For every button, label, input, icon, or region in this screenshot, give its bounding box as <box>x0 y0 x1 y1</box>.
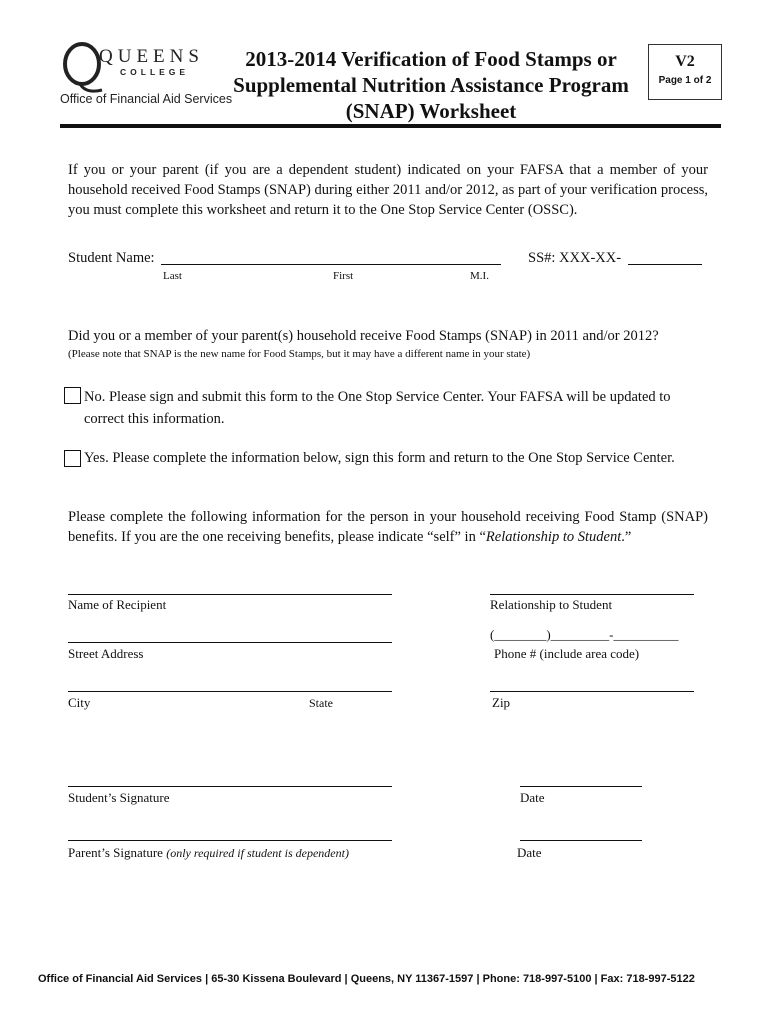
student-name-field[interactable] <box>161 264 501 265</box>
instructions-end: .” <box>621 529 632 545</box>
student-date-label: Date <box>520 790 545 805</box>
footer-city: Queens, NY 11367-1597 <box>350 973 474 985</box>
queens-college-logo-q <box>60 40 104 98</box>
footer-separator: | <box>594 973 598 985</box>
ssn-field[interactable] <box>628 264 702 265</box>
snap-question-note: (Please note that SNAP is the new name for Food Stamps, but it may have a different name in your state) <box>68 348 531 360</box>
street-address-field[interactable] <box>68 642 392 643</box>
header-divider <box>60 124 721 128</box>
instructions-paragraph <box>68 507 708 547</box>
student-signature-label: Student’s Signature <box>68 790 170 805</box>
city-state-field[interactable] <box>68 691 392 692</box>
parent-date-label: Date <box>517 845 542 860</box>
footer-address: 65-30 Kissena Boulevard <box>211 973 342 985</box>
student-signature-field[interactable] <box>68 786 392 787</box>
phone-label: Phone # (include area code) <box>494 646 640 661</box>
first-name-caption: First <box>333 270 354 282</box>
logo-wordmark-college: COLLEGE <box>120 67 190 77</box>
student-name-label: Student Name: <box>68 250 155 266</box>
intro-paragraph: If you or your parent (if you are a dependent student) indicated on your FAFSA that a member of your household received Food Stamps (SNAP) during either 2011 and/or 2012, as part of your verification process, you must complete this worksheet and return it to the One Stop Service Center (OSSC). <box>68 162 708 218</box>
no-checkbox[interactable] <box>64 387 81 404</box>
version-label: V2 <box>675 53 695 70</box>
footer-phone: Phone: 718-997-5100 <box>482 973 592 985</box>
title-line-2: Supplemental Nutrition Assistance Program <box>233 73 629 97</box>
yes-option-label: Yes. Please complete the information below, sign this form and return to the One Stop Service Center. <box>84 450 675 466</box>
footer <box>38 973 728 985</box>
relationship-field[interactable] <box>490 594 694 595</box>
last-name-caption: Last <box>163 270 182 282</box>
version-box <box>648 44 722 100</box>
footer-separator: | <box>205 973 209 985</box>
city-label: City <box>68 695 91 710</box>
zip-label: Zip <box>492 695 511 710</box>
recipient-name-field[interactable] <box>68 594 392 595</box>
street-address-label: Street Address <box>68 646 144 661</box>
parent-signature-text: Parent’s Signature <box>68 845 163 860</box>
relationship-label: Relationship to Student <box>490 597 613 612</box>
footer-office: Office of Financial Aid Services <box>38 973 203 985</box>
instructions-text: Please complete the following information for the person in your household receiving Food Stamp (SNAP) benefits. If you are the one receiving benefits, please indicate “self” in “ <box>68 509 708 545</box>
ssn-label: SS#: XXX-XX- <box>528 250 622 266</box>
document-title <box>222 46 640 124</box>
title-line-3: (SNAP) Worksheet <box>345 99 517 123</box>
recipient-name-label: Name of Recipient <box>68 597 167 612</box>
footer-separator: | <box>344 973 348 985</box>
zip-field[interactable] <box>490 691 694 692</box>
parent-signature-label <box>68 845 349 861</box>
no-option-label: No. Please sign and submit this form to the One Stop Service Center. Your FAFSA will be updated to correct this information. <box>84 389 671 427</box>
footer-separator: | <box>476 973 480 985</box>
title-line-1: 2013-2014 Verification of Food Stamps or <box>245 47 617 71</box>
yes-checkbox[interactable] <box>64 450 81 467</box>
office-name: Office of Financial Aid Services <box>60 92 233 106</box>
parent-signature-field[interactable] <box>68 840 392 841</box>
middle-initial-caption: M.I. <box>470 270 489 282</box>
student-date-field[interactable] <box>520 786 642 787</box>
footer-fax: Fax: 718-997-5122 <box>600 973 695 985</box>
logo-wordmark-queens: QUEENS <box>99 46 204 67</box>
parent-date-field[interactable] <box>520 840 642 841</box>
parent-signature-note: (only required if student is dependent) <box>166 846 349 860</box>
instructions-emphasis: Relationship to Student <box>485 529 622 545</box>
phone-field[interactable]: (________)_________-__________ <box>490 627 679 642</box>
state-label: State <box>309 696 333 710</box>
snap-question: Did you or a member of your parent(s) household receive Food Stamps (SNAP) in 2011 and/or 2012? <box>68 328 659 344</box>
page-indicator: Page 1 of 2 <box>658 75 712 86</box>
